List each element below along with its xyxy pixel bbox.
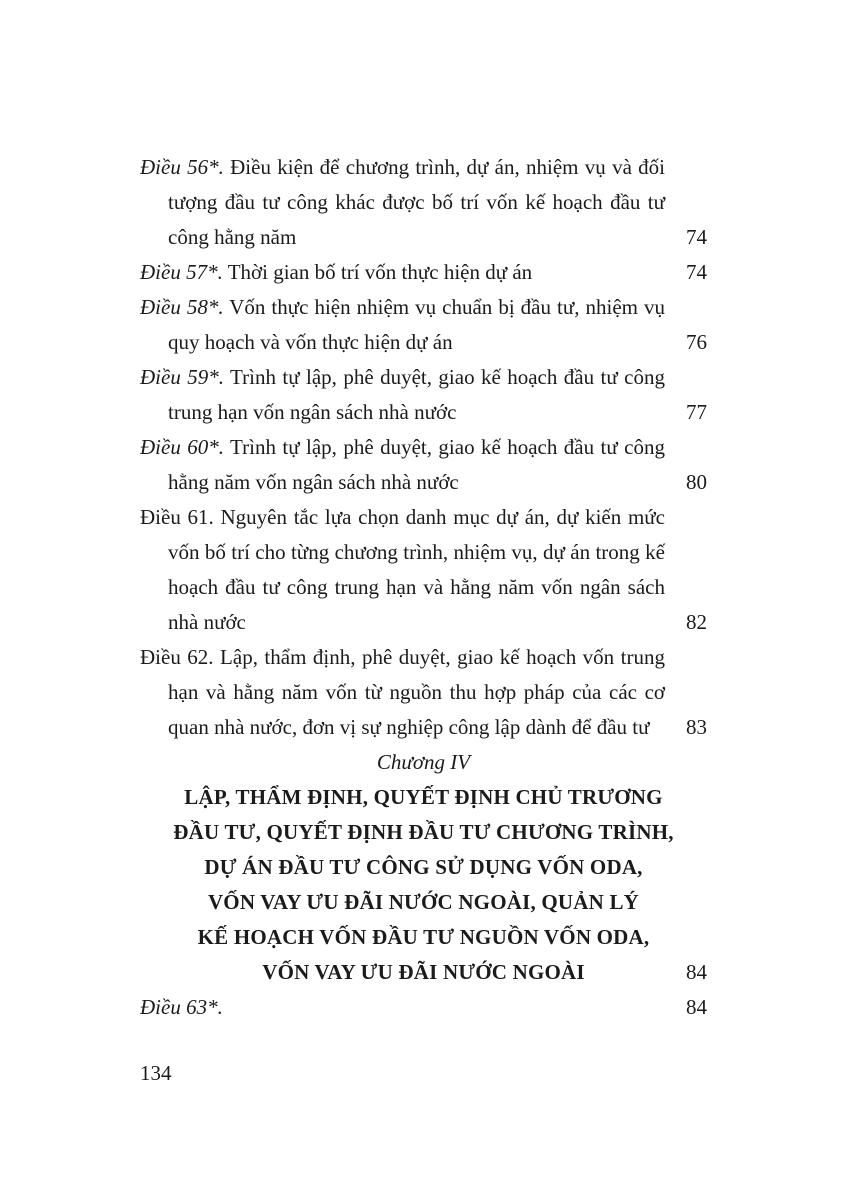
entry-text: Điều 60*. Trình tự lập, phê duyệt, giao kế hoạch đầu tư công hằng năm vốn ngân sách nhà nước: [140, 435, 665, 494]
entry-text: Điều 56*. Điều kiện để chương trình, dự án, nhiệm vụ và đối tượng đầu tư công khác được bố trí vốn kế hoạch đầu tư công hằng năm: [140, 155, 665, 249]
chapter-title-line: KẾ HOẠCH VỐN ĐẦU TƯ NGUỒN VỐN ODA,: [197, 925, 650, 949]
entry-page-number: 74: [686, 225, 707, 249]
chapter-title-line: ĐẦU TƯ, QUYẾT ĐỊNH ĐẦU TƯ CHƯƠNG TRÌNH,: [173, 820, 674, 844]
entry-page-number: 82: [686, 610, 707, 634]
toc-entry: [140, 290, 707, 360]
entry-label: Điều 63*.: [140, 995, 223, 1019]
chapter-heading: [140, 745, 707, 990]
chapter-title-line: VỐN VAY ƯU ĐÃI NƯỚC NGOÀI: [262, 960, 585, 984]
folio-page-number: 134: [140, 1061, 172, 1085]
entry-page-number: 77: [686, 400, 707, 424]
entry-text: Điều 57*. Thời gian bố trí vốn thực hiện dự án: [140, 260, 533, 284]
chapter-title-line: DỰ ÁN ĐẦU TƯ CÔNG SỬ DỤNG VỐN ODA,: [204, 855, 643, 879]
chapter-title-line: VỐN VAY ƯU ĐÃI NƯỚC NGOÀI, QUẢN LÝ: [207, 890, 640, 914]
table-of-contents: [140, 150, 707, 1025]
entry-text: Điều 58*. Vốn thực hiện nhiệm vụ chuẩn bị đầu tư, nhiệm vụ quy hoạch và vốn thực hiện dự án: [140, 295, 665, 354]
entry-label: Điều 60*.: [140, 435, 224, 459]
entry-page-number: 83: [686, 715, 707, 739]
entry-page-number: 74: [686, 260, 707, 284]
entry-label: Điều 58*.: [140, 295, 224, 319]
entry-page-number: 76: [686, 330, 707, 354]
entry-label: Điều 62.: [140, 645, 214, 669]
entry-page-number: 80: [686, 470, 707, 494]
entry-label: Điều 57*.: [140, 260, 223, 284]
toc-entry: [140, 255, 707, 290]
chapter-title-wrap: [140, 780, 707, 990]
toc-entry-final: [140, 990, 707, 1025]
entry-label: Điều 56*.: [140, 155, 224, 179]
entry-text: Điều 62. Lập, thẩm định, phê duyệt, giao kế hoạch vốn trung hạn và hằng năm vốn từ nguồn thu hợp pháp của các cơ quan nhà nước, đơn vị sự nghiệp công lập dành để đầu tư: [140, 645, 665, 739]
chapter-title-line: LẬP, THẨM ĐỊNH, QUYẾT ĐỊNH CHỦ TRƯƠNG: [184, 785, 663, 809]
entry-page-number: 84: [686, 995, 707, 1019]
entry-label: Điều 59*.: [140, 365, 224, 389]
entry-text: Điều 61. Nguyên tắc lựa chọn danh mục dự án, dự kiến mức vốn bố trí cho từng chương trình, nhiệm vụ, dự án trong kế hoạch đầu tư công trung hạn và hằng năm vốn ngân sách nhà nước: [140, 505, 665, 634]
toc-entry: [140, 360, 707, 430]
entry-text: Điều 59*. Trình tự lập, phê duyệt, giao kế hoạch đầu tư công trung hạn vốn ngân sách nhà nước: [140, 365, 665, 424]
toc-entry: [140, 500, 707, 640]
toc-entry: [140, 430, 707, 500]
toc-entry: [140, 150, 707, 255]
chapter-title: [140, 780, 707, 990]
toc-entries: [140, 150, 707, 745]
entry-label: Điều 61.: [140, 505, 214, 529]
chapter-page-number: 84: [686, 960, 707, 984]
toc-entry: [140, 640, 707, 745]
chapter-label: Chương IV: [376, 750, 471, 774]
